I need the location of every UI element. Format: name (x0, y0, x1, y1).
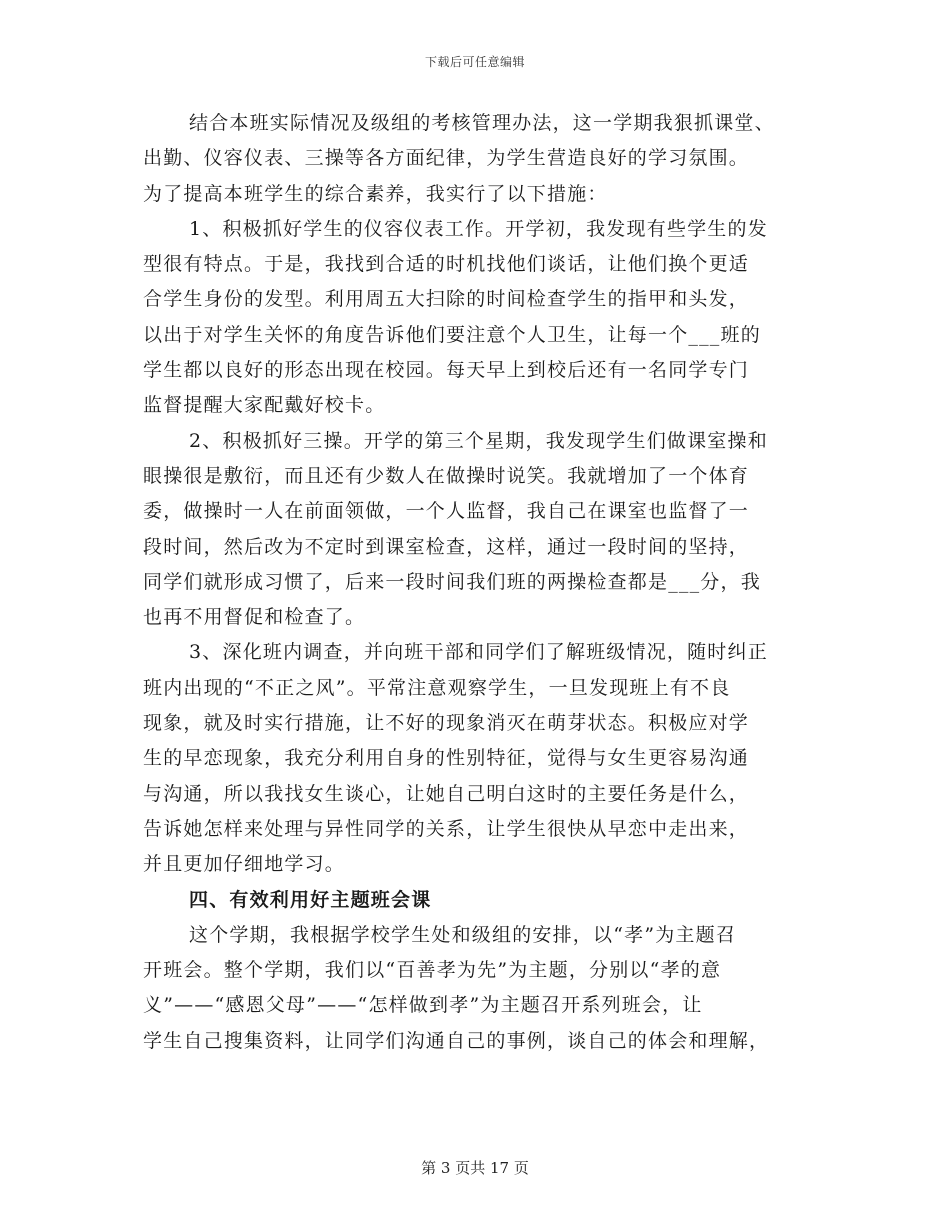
paragraph-line: 3、深化班内调查，并向班干部和同学们了解班级情况，随时纠正 (189, 641, 768, 664)
paragraph-line: 学生都以良好的形态出现在校园。每天早上到校后还有一名同学专门 (143, 359, 750, 382)
paragraph-line: 义”——“感恩父母”——“怎样做到孝”为主题召开系列班会，让 (143, 994, 703, 1017)
document-body (143, 106, 811, 1059)
paragraph-line: 段时间，然后改为不定时到课室检查，这样，通过一段时间的坚持， (143, 535, 750, 558)
paragraph-line: 现象，就及时实行措施，让不好的现象消灭在萌芽状态。积极应对学 (143, 712, 750, 735)
paragraph-line: 也再不用督促和检查了。 (143, 606, 366, 629)
paragraph-line: 与沟通，所以我找女生谈心，让她自己明白这时的主要任务是什么， (143, 782, 750, 805)
paragraph-line: 1、积极抓好学生的仪容仪表工作。开学初，我发现有些学生的发 (189, 217, 768, 240)
section-heading: 四、有效利用好主题班会课 (189, 888, 432, 911)
page-number-footer: 第 3 页共 17 页 (421, 1159, 529, 1177)
paragraph-line: 出勤、仪容仪表、三操等各方面纪律，为学生营造良好的学习氛围。 (143, 147, 750, 170)
paragraph-line: 并且更加仔细地学习。 (143, 853, 346, 876)
paragraph-line: 学生自己搜集资料，让同学们沟通自己的事例，谈自己的体会和理解， (143, 1029, 770, 1052)
paragraph-line: 生的早恋现象，我充分利用自身的性别特征，觉得与女生更容易沟通 (143, 747, 750, 770)
paragraph-line: 同学们就形成习惯了，后来一段时间我们班的两操检查都是___分，我 (143, 570, 761, 593)
paragraph-line: 型很有特点。于是，我找到合适的时机找他们谈话，让他们换个更适 (143, 253, 750, 276)
paragraph-line: 为了提高本班学生的综合素养，我实行了以下措施： (143, 182, 608, 205)
page-header: 下载后可任意编辑 (424, 55, 525, 69)
paragraph-line: 告诉她怎样来处理与异性同学的关系，让学生很快从早恋中走出来， (143, 817, 750, 840)
paragraph-line: 以出于对学生关怀的角度告诉他们要注意个人卫生，让每一个___班的 (143, 323, 761, 346)
paragraph-line: 眼操很是敷衍，而且还有少数人在做操时说笑。我就增加了一个体育 (143, 464, 750, 487)
paragraph-line: 班内出现的“不正之风”。平常注意观察学生，一旦发现班上有不良 (143, 676, 731, 699)
paragraph-line: 这个学期，我根据学校学生处和级组的安排，以“孝”为主题召 (189, 923, 737, 946)
paragraph-line: 监督提醒大家配戴好校卡。 (143, 394, 386, 417)
paragraph-line: 结合本班实际情况及级组的考核管理办法，这一学期我狠抓课堂、 (189, 112, 775, 134)
paragraph-line: 开班会。整个学期，我们以“百善孝为先”为主题，分别以“孝的意 (143, 959, 722, 982)
paragraph-line: 2、积极抓好三操。开学的第三个星期，我发现学生们做课室操和 (189, 429, 768, 452)
paragraph-line: 合学生身份的发型。利用周五大扫除的时间检查学生的指甲和头发， (143, 288, 750, 311)
paragraph-line: 委，做操时一人在前面领做，一个人监督，我自己在课室也监督了一 (143, 500, 750, 523)
